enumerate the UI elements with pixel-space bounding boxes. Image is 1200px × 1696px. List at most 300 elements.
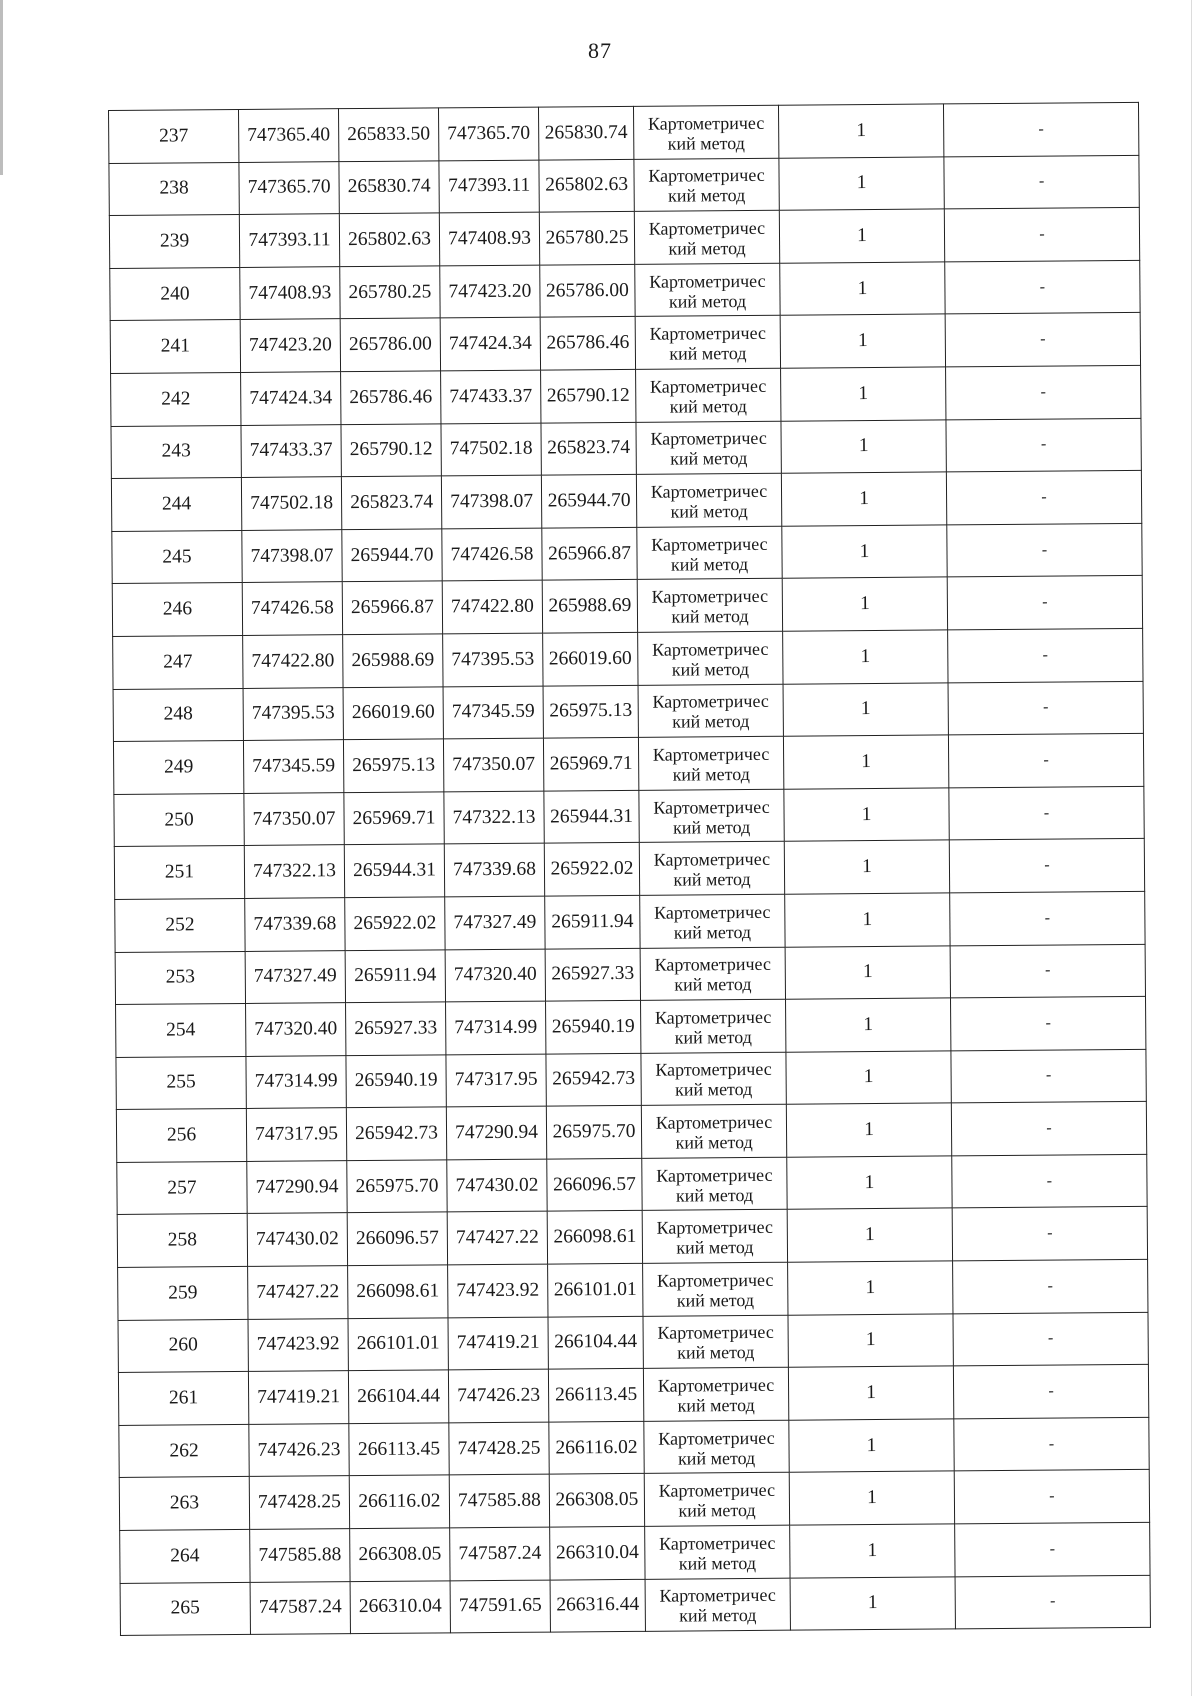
start-y-cell: 266104.44 bbox=[348, 1370, 448, 1423]
method-cell bbox=[641, 1104, 786, 1158]
extra-cell: - bbox=[949, 839, 1144, 893]
end-y-cell: 265940.19 bbox=[546, 1000, 641, 1053]
method-line-1: Картометричес bbox=[653, 796, 770, 818]
method-cell bbox=[643, 1262, 788, 1316]
count-cell: 1 bbox=[784, 788, 949, 842]
extra-cell: - bbox=[946, 418, 1141, 472]
end-y-cell: 265988.69 bbox=[542, 580, 637, 633]
end-x-cell: 747320.40 bbox=[445, 949, 545, 1002]
method-line-1: Картометричес bbox=[654, 901, 771, 923]
count-cell: 1 bbox=[783, 735, 948, 789]
method-cell bbox=[644, 1473, 789, 1527]
end-x-cell: 747422.80 bbox=[442, 580, 542, 633]
method-line-2: кий метод bbox=[671, 658, 750, 680]
method-line-2: кий метод bbox=[676, 1289, 755, 1311]
method-line-2: кий метод bbox=[674, 1026, 752, 1048]
extra-cell: - bbox=[954, 1417, 1149, 1471]
table-row bbox=[119, 1417, 1149, 1478]
start-x-cell: 747428.25 bbox=[249, 1476, 349, 1529]
method-line-1: Картометричес bbox=[657, 1374, 775, 1396]
point-number-cell: 249 bbox=[113, 741, 243, 795]
end-y-cell: 265922.02 bbox=[544, 843, 639, 896]
method-line-1: Картометричес bbox=[657, 1322, 774, 1344]
start-x-cell: 747350.07 bbox=[244, 792, 344, 845]
end-x-cell: 747345.59 bbox=[443, 686, 543, 739]
end-y-cell: 265780.25 bbox=[539, 212, 634, 265]
method-line-1: Картометричес bbox=[651, 585, 769, 607]
count-cell: 1 bbox=[790, 1524, 955, 1578]
method-line-2: кий метод bbox=[672, 763, 750, 785]
method-line-2: кий метод bbox=[672, 711, 750, 732]
count-cell: 1 bbox=[787, 1208, 952, 1262]
extra-cell: - bbox=[943, 102, 1138, 156]
start-y-cell: 265786.00 bbox=[340, 318, 440, 371]
method-cell bbox=[639, 789, 784, 843]
end-x-cell: 747365.70 bbox=[438, 107, 538, 160]
start-y-cell: 265942.73 bbox=[346, 1107, 446, 1160]
method-line-1: Картометричес bbox=[649, 375, 767, 397]
method-cell bbox=[636, 368, 781, 422]
start-y-cell: 265975.70 bbox=[347, 1160, 447, 1213]
method-line-2: кий метод bbox=[678, 1500, 756, 1521]
point-number-cell: 248 bbox=[113, 688, 243, 742]
point-number-cell: 254 bbox=[116, 1004, 246, 1058]
point-number-cell: 240 bbox=[110, 267, 240, 321]
method-line-1: Картометричес bbox=[650, 428, 767, 450]
start-y-cell: 265802.63 bbox=[339, 213, 439, 266]
end-x-cell: 747430.02 bbox=[447, 1159, 547, 1212]
start-x-cell: 747427.22 bbox=[248, 1266, 348, 1319]
end-x-cell: 747327.49 bbox=[445, 896, 545, 949]
table-body bbox=[109, 102, 1151, 1635]
count-cell: 1 bbox=[783, 682, 948, 736]
point-number-cell: 259 bbox=[118, 1267, 248, 1321]
start-y-cell: 265786.46 bbox=[341, 371, 441, 424]
extra-cell: - bbox=[954, 1470, 1149, 1524]
table-row bbox=[113, 734, 1143, 795]
table-row bbox=[114, 786, 1144, 847]
start-y-cell: 265780.25 bbox=[340, 266, 440, 319]
method-line-1: Картометричес bbox=[648, 217, 766, 239]
start-x-cell: 747393.11 bbox=[239, 214, 339, 267]
method-cell bbox=[637, 526, 782, 580]
method-cell bbox=[639, 842, 784, 896]
extra-cell: - bbox=[947, 523, 1142, 577]
method-cell bbox=[636, 421, 781, 475]
end-y-cell: 265823.74 bbox=[541, 422, 636, 475]
method-line-1: Картометричес bbox=[650, 480, 768, 502]
method-line-2: кий метод bbox=[673, 921, 752, 943]
end-x-cell: 747350.07 bbox=[443, 738, 543, 791]
method-line-1: Картометричес bbox=[648, 165, 765, 187]
method-cell bbox=[642, 1157, 787, 1211]
method-cell bbox=[638, 684, 783, 738]
method-line-1: Картометричес bbox=[659, 1585, 776, 1607]
method-cell bbox=[645, 1525, 790, 1579]
point-number-cell: 265 bbox=[120, 1582, 250, 1636]
end-y-cell: 265944.31 bbox=[544, 790, 639, 843]
start-y-cell: 265966.87 bbox=[342, 581, 442, 634]
method-line-2: кий метод bbox=[671, 606, 749, 627]
extra-cell: - bbox=[953, 1312, 1148, 1366]
point-number-cell: 251 bbox=[114, 846, 244, 900]
start-x-cell: 747290.94 bbox=[247, 1161, 347, 1214]
end-y-cell: 265911.94 bbox=[545, 895, 640, 948]
point-number-cell: 262 bbox=[119, 1424, 249, 1478]
table-row bbox=[110, 313, 1140, 374]
start-x-cell: 747327.49 bbox=[245, 950, 345, 1003]
start-y-cell: 266098.61 bbox=[348, 1265, 448, 1318]
end-x-cell: 747427.22 bbox=[447, 1212, 547, 1265]
end-y-cell: 266113.45 bbox=[548, 1369, 643, 1422]
end-x-cell: 747395.53 bbox=[443, 633, 543, 686]
method-line-2: кий метод bbox=[675, 1132, 753, 1153]
method-line-2: кий метод bbox=[673, 869, 751, 890]
table-row bbox=[116, 1049, 1146, 1110]
point-number-cell: 242 bbox=[111, 372, 241, 426]
table-row bbox=[118, 1259, 1148, 1320]
start-y-cell: 266116.02 bbox=[349, 1475, 449, 1528]
end-y-cell: 265786.46 bbox=[540, 317, 635, 370]
table-row bbox=[115, 891, 1145, 952]
start-x-cell: 747322.13 bbox=[244, 845, 344, 898]
method-line-2: кий метод bbox=[668, 237, 746, 259]
point-number-cell: 257 bbox=[117, 1161, 247, 1215]
method-line-1: Картометричес bbox=[655, 1059, 772, 1081]
start-y-cell: 265944.70 bbox=[342, 529, 442, 582]
start-y-cell: 265823.74 bbox=[341, 476, 441, 529]
method-line-2: кий метод bbox=[675, 1184, 754, 1206]
end-x-cell: 747424.34 bbox=[440, 317, 540, 370]
method-line-1: Картометричес bbox=[653, 848, 771, 870]
method-cell bbox=[641, 1052, 786, 1106]
table-row bbox=[109, 155, 1139, 216]
method-line-2: кий метод bbox=[679, 1605, 757, 1626]
extra-cell: - bbox=[952, 1154, 1147, 1208]
extra-cell: - bbox=[948, 681, 1143, 735]
extra-cell: - bbox=[953, 1259, 1148, 1313]
count-cell: 1 bbox=[790, 1577, 955, 1631]
end-y-cell: 265944.70 bbox=[541, 475, 636, 528]
start-y-cell: 266113.45 bbox=[349, 1423, 449, 1476]
end-y-cell: 266308.05 bbox=[549, 1474, 644, 1527]
extra-cell: - bbox=[951, 1049, 1146, 1103]
start-y-cell: 266096.57 bbox=[347, 1212, 447, 1265]
extra-cell: - bbox=[952, 1207, 1147, 1261]
start-x-cell: 747365.70 bbox=[239, 161, 339, 214]
method-line-2: кий метод bbox=[678, 1552, 757, 1574]
end-y-cell: 265966.87 bbox=[542, 527, 637, 580]
end-x-cell: 747591.65 bbox=[450, 1580, 550, 1633]
start-x-cell: 747430.02 bbox=[247, 1213, 347, 1266]
start-y-cell: 266019.60 bbox=[343, 686, 443, 739]
end-y-cell: 266096.57 bbox=[547, 1158, 642, 1211]
method-line-2: кий метод bbox=[672, 816, 751, 838]
table-row bbox=[109, 208, 1139, 269]
method-cell bbox=[642, 1210, 787, 1264]
method-line-2: кий метод bbox=[677, 1342, 755, 1364]
start-y-cell: 265922.02 bbox=[345, 897, 445, 950]
method-cell bbox=[645, 1578, 790, 1632]
start-y-cell: 265927.33 bbox=[346, 1002, 446, 1055]
end-y-cell: 265790.12 bbox=[541, 369, 636, 422]
count-cell: 1 bbox=[781, 367, 946, 421]
method-line-1: Картометричес bbox=[658, 1427, 775, 1449]
end-x-cell: 747428.25 bbox=[449, 1422, 549, 1475]
table-row bbox=[115, 944, 1145, 1005]
count-cell: 1 bbox=[780, 314, 945, 368]
start-x-cell: 747423.20 bbox=[240, 319, 340, 372]
point-number-cell: 260 bbox=[118, 1319, 248, 1373]
extra-cell: - bbox=[944, 208, 1139, 262]
point-number-cell: 239 bbox=[109, 215, 239, 269]
end-y-cell: 265802.63 bbox=[539, 159, 634, 212]
end-x-cell: 747317.95 bbox=[446, 1054, 546, 1107]
end-x-cell: 747502.18 bbox=[441, 423, 541, 476]
method-line-1: Картометричес bbox=[658, 1480, 776, 1501]
count-cell: 1 bbox=[788, 1261, 953, 1315]
count-cell: 1 bbox=[782, 577, 947, 631]
method-cell bbox=[643, 1315, 788, 1369]
end-x-cell: 747314.99 bbox=[446, 1001, 546, 1054]
method-line-1: Картометричес bbox=[649, 323, 767, 344]
table-row bbox=[118, 1365, 1148, 1426]
table-row bbox=[111, 418, 1141, 479]
table-row bbox=[116, 1102, 1146, 1163]
method-line-2: кий метод bbox=[670, 448, 748, 469]
count-cell: 1 bbox=[782, 525, 947, 579]
start-y-cell: 266101.01 bbox=[348, 1318, 448, 1371]
end-y-cell: 265975.70 bbox=[546, 1106, 641, 1159]
end-x-cell: 747585.88 bbox=[449, 1475, 549, 1528]
table-row bbox=[117, 1207, 1147, 1268]
method-line-1: Картометричес bbox=[649, 270, 766, 292]
method-cell bbox=[637, 579, 782, 633]
end-x-cell: 747290.94 bbox=[446, 1106, 546, 1159]
method-line-2: кий метод bbox=[676, 1237, 754, 1258]
method-line-2: кий метод bbox=[677, 1447, 756, 1469]
point-number-cell: 244 bbox=[111, 478, 241, 532]
point-number-cell: 258 bbox=[117, 1214, 247, 1268]
table-row bbox=[109, 102, 1139, 163]
point-number-cell: 246 bbox=[112, 583, 242, 637]
count-cell: 1 bbox=[788, 1314, 953, 1368]
point-number-cell: 245 bbox=[112, 530, 242, 584]
extra-cell: - bbox=[950, 944, 1145, 998]
start-x-cell: 747314.99 bbox=[246, 1055, 346, 1108]
end-x-cell: 747433.37 bbox=[441, 370, 541, 423]
extra-cell: - bbox=[953, 1365, 1148, 1419]
start-x-cell: 747317.95 bbox=[246, 1108, 346, 1161]
point-number-cell: 252 bbox=[115, 898, 245, 952]
table-row bbox=[116, 996, 1146, 1057]
method-line-2: кий метод bbox=[669, 343, 747, 364]
end-x-cell: 747426.58 bbox=[442, 528, 542, 581]
method-line-1: Картометричес bbox=[651, 638, 769, 660]
method-line-1: Картометричес bbox=[654, 954, 771, 976]
start-x-cell: 747365.40 bbox=[238, 109, 338, 162]
method-line-2: кий метод bbox=[668, 290, 747, 312]
extra-cell: - bbox=[946, 471, 1141, 525]
method-line-1: Картометричес bbox=[656, 1217, 774, 1238]
table-row bbox=[120, 1575, 1150, 1636]
page-number: 87 bbox=[588, 38, 612, 63]
count-cell: 1 bbox=[781, 472, 946, 526]
extra-cell: - bbox=[948, 734, 1143, 788]
method-line-2: кий метод bbox=[669, 395, 747, 417]
point-number-cell: 264 bbox=[120, 1529, 250, 1583]
table-row bbox=[118, 1312, 1148, 1373]
method-cell bbox=[635, 316, 780, 370]
end-x-cell: 747423.20 bbox=[440, 265, 540, 318]
method-line-2: кий метод bbox=[670, 553, 749, 575]
point-number-cell: 247 bbox=[113, 635, 243, 689]
start-y-cell: 265790.12 bbox=[341, 423, 441, 476]
method-line-1: Картометричес bbox=[656, 1164, 773, 1186]
start-x-cell: 747433.37 bbox=[241, 424, 341, 477]
table-row bbox=[111, 471, 1141, 532]
start-x-cell: 747422.80 bbox=[243, 635, 343, 688]
count-cell: 1 bbox=[785, 945, 950, 999]
table-row bbox=[112, 523, 1142, 584]
start-y-cell: 266310.04 bbox=[350, 1580, 450, 1633]
point-number-cell: 243 bbox=[111, 425, 241, 479]
count-cell: 1 bbox=[779, 209, 944, 263]
extra-cell: - bbox=[947, 576, 1142, 630]
start-x-cell: 747419.21 bbox=[248, 1371, 348, 1424]
extra-cell: - bbox=[945, 313, 1140, 367]
extra-cell: - bbox=[950, 891, 1145, 945]
method-line-1: Картометричес bbox=[655, 1111, 773, 1133]
table-row bbox=[117, 1154, 1147, 1215]
end-x-cell: 747398.07 bbox=[441, 475, 541, 528]
point-number-cell: 263 bbox=[119, 1477, 249, 1531]
method-cell bbox=[640, 947, 785, 1001]
count-cell: 1 bbox=[786, 998, 951, 1052]
start-x-cell: 747502.18 bbox=[241, 477, 341, 530]
end-y-cell: 265927.33 bbox=[545, 948, 640, 1001]
count-cell: 1 bbox=[784, 840, 949, 894]
point-number-cell: 238 bbox=[109, 162, 239, 216]
end-y-cell: 266116.02 bbox=[549, 1421, 644, 1474]
start-y-cell: 265911.94 bbox=[345, 949, 445, 1002]
extra-cell: - bbox=[955, 1575, 1150, 1629]
end-y-cell: 265830.74 bbox=[538, 106, 633, 159]
start-y-cell: 265833.50 bbox=[338, 108, 438, 161]
method-line-2: кий метод bbox=[677, 1395, 755, 1416]
start-x-cell: 747426.58 bbox=[242, 582, 342, 635]
method-cell bbox=[634, 158, 779, 212]
table-row bbox=[120, 1522, 1150, 1583]
method-cell bbox=[641, 999, 786, 1053]
method-line-1: Картометричес bbox=[652, 743, 770, 765]
end-y-cell: 266019.60 bbox=[543, 632, 638, 685]
end-y-cell: 265786.00 bbox=[540, 264, 635, 317]
count-cell: 1 bbox=[783, 630, 948, 684]
table-row bbox=[110, 260, 1140, 321]
end-y-cell: 266101.01 bbox=[548, 1263, 643, 1316]
count-cell: 1 bbox=[788, 1366, 953, 1420]
start-x-cell: 747585.88 bbox=[250, 1529, 350, 1582]
start-x-cell: 747395.53 bbox=[243, 687, 343, 740]
method-line-2: кий метод bbox=[674, 974, 752, 995]
point-number-cell: 250 bbox=[114, 793, 244, 847]
start-y-cell: 265969.71 bbox=[344, 792, 444, 845]
table-row bbox=[112, 576, 1142, 637]
end-x-cell: 747426.23 bbox=[448, 1369, 548, 1422]
extra-cell: - bbox=[948, 628, 1143, 682]
extra-cell: - bbox=[945, 260, 1140, 314]
end-x-cell: 747408.93 bbox=[439, 212, 539, 265]
start-x-cell: 747587.24 bbox=[250, 1581, 350, 1634]
end-x-cell: 747419.21 bbox=[448, 1317, 548, 1370]
count-cell: 1 bbox=[786, 1051, 951, 1105]
end-y-cell: 266316.44 bbox=[550, 1579, 645, 1632]
table-row bbox=[119, 1470, 1149, 1531]
start-y-cell: 265988.69 bbox=[343, 634, 443, 687]
count-cell: 1 bbox=[781, 419, 946, 473]
count-cell: 1 bbox=[787, 1156, 952, 1210]
end-x-cell: 747322.13 bbox=[444, 791, 544, 844]
method-line-1: Картометричес bbox=[651, 533, 768, 555]
point-number-cell: 261 bbox=[118, 1372, 248, 1426]
method-cell bbox=[635, 263, 780, 317]
start-x-cell: 747398.07 bbox=[242, 529, 342, 582]
extra-cell: - bbox=[951, 1102, 1146, 1156]
method-line-2: кий метод bbox=[675, 1079, 753, 1101]
start-x-cell: 747426.23 bbox=[249, 1423, 349, 1476]
point-number-cell: 241 bbox=[110, 320, 240, 374]
count-cell: 1 bbox=[779, 157, 944, 211]
method-line-1: Картометричес bbox=[647, 112, 765, 134]
end-y-cell: 266098.61 bbox=[547, 1211, 642, 1264]
start-y-cell: 265944.31 bbox=[344, 844, 444, 897]
count-cell: 1 bbox=[789, 1419, 954, 1473]
coordinates-table bbox=[108, 102, 1151, 1636]
method-line-1: Картометричес bbox=[658, 1532, 776, 1554]
extra-cell: - bbox=[951, 996, 1146, 1050]
method-cell bbox=[643, 1367, 788, 1421]
method-line-1: Картометричес bbox=[654, 1006, 772, 1028]
table-row bbox=[111, 365, 1141, 426]
point-number-cell: 253 bbox=[115, 951, 245, 1005]
end-y-cell: 266104.44 bbox=[548, 1316, 643, 1369]
end-x-cell: 747587.24 bbox=[450, 1527, 550, 1580]
method-cell bbox=[636, 473, 781, 527]
extra-cell: - bbox=[946, 365, 1141, 419]
end-x-cell: 747339.68 bbox=[444, 843, 544, 896]
scan-edge-line bbox=[1191, 0, 1192, 1696]
extra-cell: - bbox=[944, 155, 1139, 209]
end-y-cell: 265942.73 bbox=[546, 1053, 641, 1106]
method-cell bbox=[640, 894, 785, 948]
table-row bbox=[113, 628, 1143, 689]
count-cell: 1 bbox=[786, 1103, 951, 1157]
count-cell: 1 bbox=[789, 1471, 954, 1525]
extra-cell: - bbox=[955, 1522, 1150, 1576]
end-x-cell: 747393.11 bbox=[439, 160, 539, 213]
method-cell bbox=[638, 631, 783, 685]
method-line-1: Картометричес bbox=[656, 1269, 774, 1291]
start-x-cell: 747320.40 bbox=[246, 1003, 346, 1056]
table-row bbox=[113, 681, 1143, 742]
end-y-cell: 266310.04 bbox=[550, 1526, 645, 1579]
method-cell bbox=[633, 105, 778, 159]
count-cell: 1 bbox=[778, 104, 943, 158]
end-x-cell: 747423.92 bbox=[448, 1264, 548, 1317]
method-line-2: кий метод bbox=[670, 500, 748, 522]
method-cell bbox=[638, 736, 783, 790]
